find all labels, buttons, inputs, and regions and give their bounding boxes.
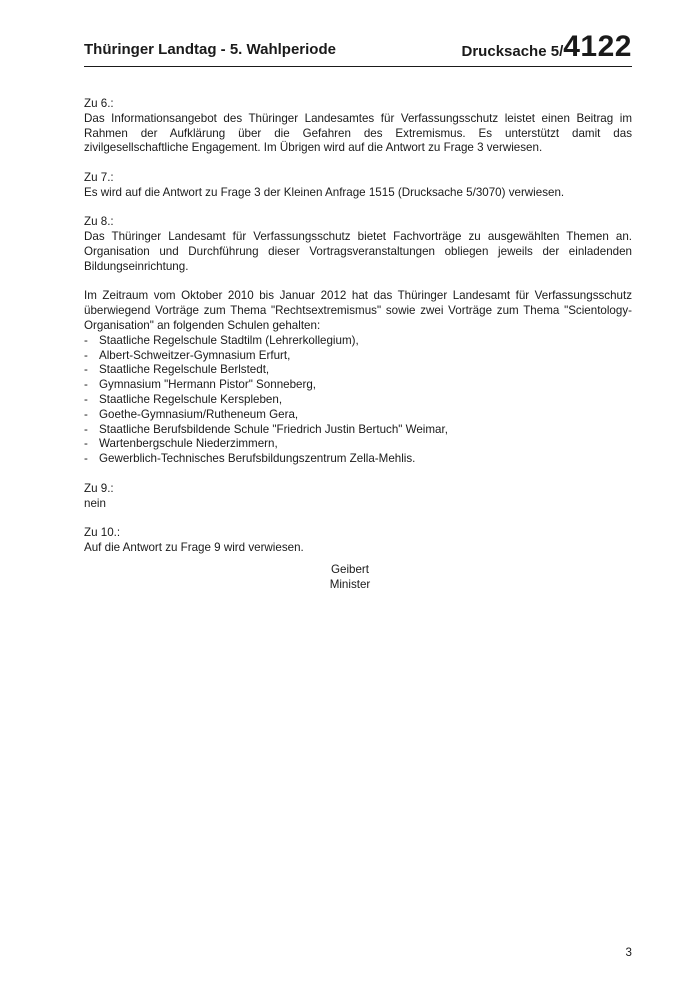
page-header	[84, 30, 632, 64]
answer-9-text: nein	[84, 496, 106, 510]
school-name: Goethe-Gymnasium/Rutheneum Gera,	[99, 407, 299, 421]
list-bullet: -	[84, 348, 88, 362]
answer-8-text-2: Im Zeitraum vom Oktober 2010 bis Januar 2012 hat das Thüringer Landesamt für Verfassungsschutz überwiegend Vorträge zum Thema "Rechtsextremismus" sowie zwei Vorträge zum Thema "Scientology-Organisation" an folgenden Schulen gehalten:	[84, 289, 632, 332]
school-name: Staatliche Regelschule Berlstedt,	[99, 363, 270, 377]
parliament-title: Thüringer Landtag - 5. Wahlperiode	[84, 41, 336, 58]
answer-6-text: Das Informationsangebot des Thüringer Landesamtes für Verfassungsschutz leistet einen Beitrag im Rahmen der Aufklärung über die Gefahren des Extremismus. Es unterstützt damit das zivilgesellschaftliche Engagement. Im Übrigen wird auf die Antwort zu Frage 3 verwiesen.	[84, 111, 632, 155]
header-rule	[84, 66, 632, 67]
answer-7-heading: Zu 7.:	[84, 170, 114, 184]
school-name: Staatliche Regelschule Kerspleben,	[99, 392, 283, 406]
list-bullet: -	[84, 378, 88, 392]
list-bullet: -	[84, 437, 88, 451]
school-name: Staatliche Regelschule Stadtilm (Lehrerkollegium),	[99, 333, 359, 347]
answer-8-schools	[84, 289, 632, 467]
list-item	[84, 423, 632, 438]
list-item	[84, 408, 632, 423]
list-item	[84, 437, 632, 452]
school-name: Wartenbergschule Niederzimmern,	[99, 437, 278, 451]
answer-10-heading: Zu 10.:	[84, 526, 121, 540]
signatory-name: Geibert	[330, 563, 370, 576]
answer-9-heading: Zu 9.:	[84, 481, 114, 495]
printed-matter-id	[462, 32, 632, 62]
printed-matter-label: Drucksache 5/	[461, 43, 564, 60]
list-bullet: -	[84, 407, 88, 421]
answer-8-heading: Zu 8.:	[84, 215, 114, 229]
answer-6-heading: Zu 6.:	[84, 97, 114, 110]
answer-8-text: Das Thüringer Landesamt für Verfassungsschutz bietet Fachvorträge zu ausgewählten Themen an. Organisation und Durchführung dieser Vortragsveranstaltungen obliegen jeweils der einladenden Bildungseinrichtung.	[84, 230, 632, 273]
answer-7-text: Es wird auf die Antwort zu Frage 3 der Kleinen Anfrage 1515 (Drucksache 5/3070) verwiesen.	[84, 185, 565, 199]
list-bullet: -	[84, 333, 88, 347]
answer-7	[84, 171, 632, 201]
school-name: Staatliche Berufsbildende Schule "Friedrich Justin Bertuch" Weimar,	[99, 422, 448, 436]
list-bullet: -	[84, 392, 88, 406]
school-name: Gymnasium "Hermann Pistor" Sonneberg,	[99, 378, 317, 392]
answer-10-text: Auf die Antwort zu Frage 9 wird verwiesen.	[84, 540, 304, 554]
list-bullet: -	[84, 363, 88, 377]
school-name: Albert-Schweitzer-Gymnasium Erfurt,	[99, 348, 291, 362]
school-name: Gewerblich-Technisches Berufsbildungszentrum Zella-Mehlis.	[99, 452, 416, 466]
answer-8	[84, 215, 632, 274]
signatory-role: Minister	[329, 577, 371, 591]
list-item	[84, 349, 632, 364]
list-item	[84, 452, 632, 467]
list-item	[84, 363, 632, 378]
list-bullet: -	[84, 422, 88, 436]
list-item	[84, 378, 632, 393]
answer-6	[84, 97, 632, 156]
printed-matter-number: 4122	[563, 30, 632, 63]
signature-block	[0, 563, 700, 593]
list-item	[84, 393, 632, 408]
answer-10	[84, 526, 632, 556]
page-number: 3	[625, 946, 632, 959]
list-bullet: -	[84, 452, 88, 466]
document-body	[84, 97, 632, 571]
school-list	[84, 334, 632, 467]
answer-9	[84, 482, 632, 512]
list-item	[84, 334, 632, 349]
